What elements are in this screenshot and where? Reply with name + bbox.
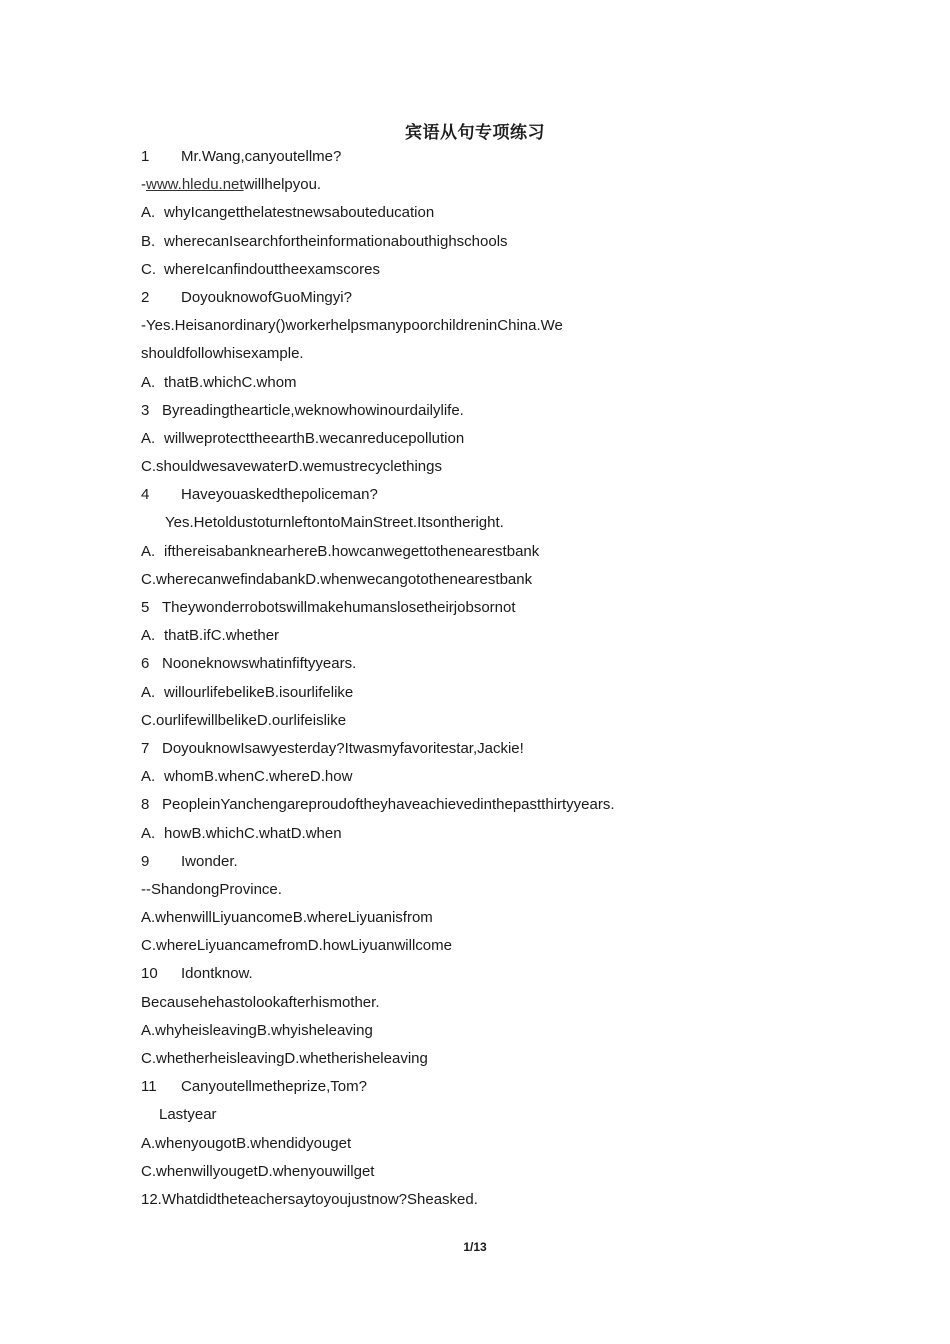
question-number: 6	[141, 655, 150, 673]
question-7	[141, 735, 841, 763]
question-12: 12.Whatdidtheteachersaytoyoujustnow?Sheasked.	[141, 1190, 478, 1208]
question-1	[141, 143, 841, 171]
question-7-options	[141, 763, 841, 791]
question-3	[141, 397, 841, 425]
question-1-option-c	[141, 256, 841, 284]
option-label: C.	[141, 260, 156, 278]
question-4	[141, 481, 841, 509]
website-link[interactable]: www.hledu.net	[146, 176, 244, 194]
option-text: whereIcanfindouttheexamscores	[164, 260, 380, 278]
option-label: A.	[141, 204, 156, 222]
option-label: A.	[141, 824, 156, 842]
option-text: whyIcangetthelatestnewsabouteducation	[164, 204, 435, 222]
question-number: 1	[141, 148, 150, 165]
question-text: DoyouknowIsawyesterday?Itwasmyfavoritestar,Jackie!	[162, 739, 524, 757]
question-10-reply: Becausehehastolookafterhismother.	[141, 993, 380, 1011]
option-text: ifthereisabanknearhereB.howcanwegettothenearestbank	[164, 542, 540, 560]
option-label: A.	[141, 683, 156, 701]
question-11-reply: Lastyear	[159, 1106, 217, 1124]
question-1-option-a	[141, 199, 841, 227]
page-number: 1/13	[463, 1240, 487, 1254]
question-6	[141, 650, 841, 678]
option-text: thatB.ifC.whether	[164, 627, 280, 645]
question-number: 9	[141, 852, 150, 870]
question-9	[141, 848, 841, 876]
question-number: 7	[141, 739, 150, 757]
option-text: thatB.whichC.whom	[164, 373, 297, 391]
question-number: 3	[141, 401, 150, 419]
option-text: wherecanIsearchfortheinformationabouthighschools	[164, 232, 508, 250]
question-text: Mr.Wang,canyoutellme?	[181, 148, 342, 165]
question-1-option-b	[141, 228, 841, 256]
question-11-options-cd: C.whenwillyougetD.whenyouwillget	[141, 1162, 375, 1180]
question-2-reply-line-2: shouldfollowhisexample.	[141, 345, 304, 363]
question-10-options-ab: A.whyheisleavingB.whyisheleaving	[141, 1021, 373, 1039]
question-text: Nooneknowswhatinfiftyyears.	[162, 655, 357, 673]
document-title: 宾语从句专项练习	[405, 123, 545, 143]
option-text: whomB.whenC.whereD.how	[164, 768, 353, 786]
question-text: Theywonderrobotswillmakehumanslosetheirjobsornot	[162, 599, 516, 616]
question-3-options-cd: C.shouldwesavewaterD.wemustrecyclethings	[141, 458, 442, 476]
question-2	[141, 284, 841, 312]
question-11-options-ab: A.whenyougotB.whendidyouget	[141, 1134, 352, 1152]
question-5	[141, 594, 841, 622]
question-number: 5	[141, 599, 150, 616]
question-number: 4	[141, 486, 150, 504]
question-text: Idontknow.	[181, 965, 253, 983]
question-8	[141, 791, 841, 819]
question-text: PeopleinYanchengareproudoftheyhaveachievedinthepastthirtyyears.	[162, 796, 615, 814]
question-10-options-cd: C.whetherheisleavingD.whetherisheleaving	[141, 1050, 428, 1067]
option-label: A.	[141, 429, 156, 447]
question-text: Canyoutellmetheprize,Tom?	[181, 1078, 367, 1096]
question-2-options	[141, 369, 841, 397]
option-text: willourlifebelikeB.isourlifelike	[164, 683, 354, 701]
question-3-options-ab	[141, 425, 841, 453]
option-label: A.	[141, 373, 156, 391]
question-text: Byreadingthearticle,weknowhowinourdailylife.	[162, 401, 464, 419]
question-9-reply: --ShandongProvince.	[141, 880, 282, 898]
question-10	[141, 960, 841, 988]
question-8-options	[141, 820, 841, 848]
question-4-options-cd: C.wherecanwefindabankD.whenwecangotothenearestbank	[141, 570, 533, 588]
question-4-options-ab	[141, 538, 841, 566]
question-6-options-ab	[141, 679, 841, 707]
option-text: willweprotecttheearthB.wecanreducepollution	[164, 429, 465, 447]
exercise-content	[141, 143, 841, 1214]
question-text: DoyouknowofGuoMingyi?	[181, 288, 352, 306]
option-label: A.	[141, 768, 156, 786]
question-9-options-cd: C.whereLiyuancamefromD.howLiyuanwillcome	[141, 937, 452, 955]
option-label: A.	[141, 542, 156, 560]
question-text: Haveyouaskedthepoliceman?	[181, 486, 378, 504]
question-9-options-ab: A.whenwillLiyuancomeB.whereLiyuanisfrom	[141, 909, 433, 927]
reply-suffix: willhelpyou.	[243, 176, 322, 194]
option-label: A.	[141, 627, 156, 645]
question-number: 11	[141, 1078, 157, 1096]
question-6-options-cd: C.ourlifewillbelikeD.ourlifeislike	[141, 711, 347, 729]
question-4-reply: Yes.HetoldustoturnleftontoMainStreet.Itsontheright.	[165, 514, 504, 532]
reply-prefix: -	[141, 176, 146, 194]
question-5-options	[141, 622, 841, 650]
question-1-reply	[141, 171, 841, 199]
question-11	[141, 1073, 841, 1101]
question-number: 10	[141, 965, 158, 983]
question-number: 8	[141, 796, 150, 814]
question-text: Iwonder.	[181, 852, 238, 870]
question-number: 2	[141, 288, 150, 306]
option-text: howB.whichC.whatD.when	[164, 824, 342, 842]
question-2-reply-line-1: -Yes.Heisanordinary()workerhelpsmanypoorchildreninChina.We	[141, 317, 563, 335]
option-label: B.	[141, 232, 156, 250]
